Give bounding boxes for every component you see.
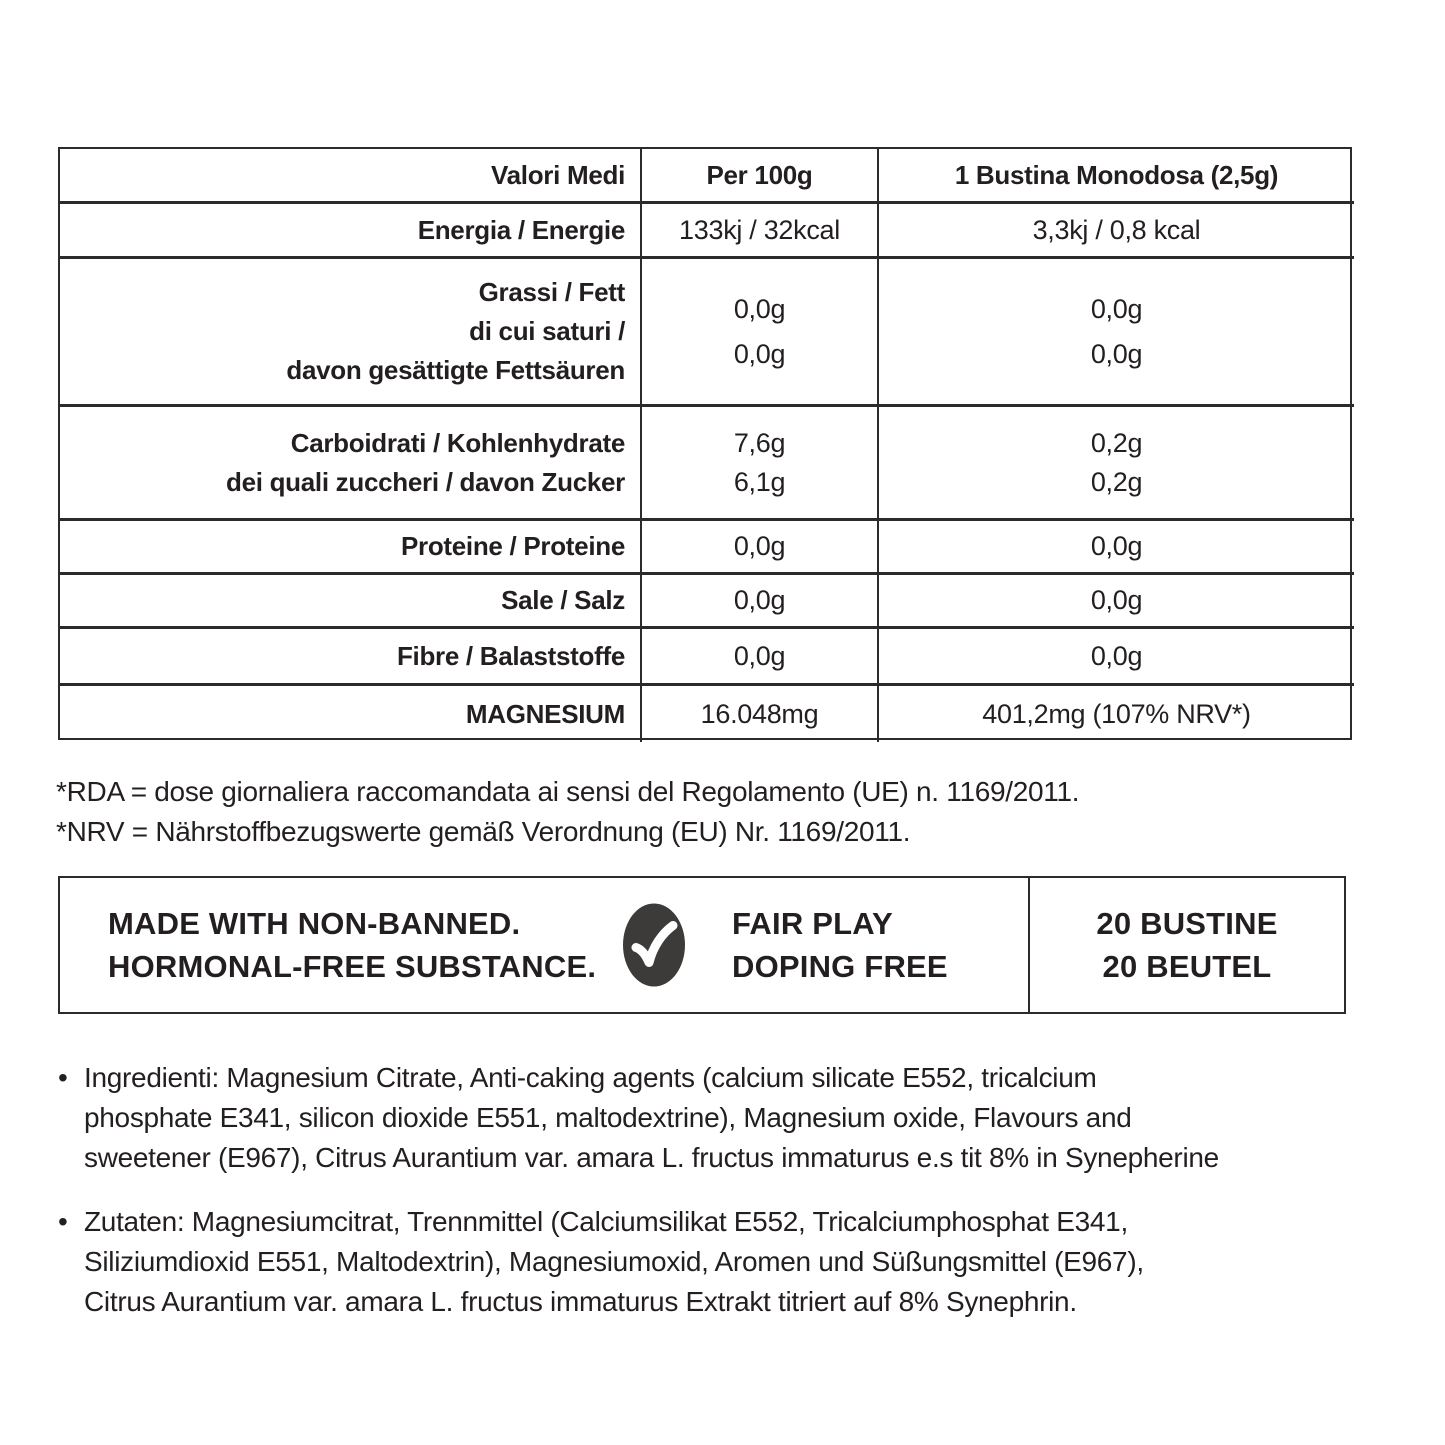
row-magnesium-serving: 401,2mg (107% NRV*) xyxy=(982,698,1251,729)
ingredients-section xyxy=(58,1058,1219,1322)
row-energia-label: Energia / Energie xyxy=(60,204,642,259)
bullet-icon: • xyxy=(58,1062,68,1093)
column-header: Valori Medi xyxy=(491,159,625,190)
row-fibre-label: Fibre / Balaststoffe xyxy=(60,629,642,686)
row-grassi-serving: 0,0g 0,0g xyxy=(879,259,1354,407)
certification-left-section xyxy=(60,878,1030,1012)
footnote-nrv: *NRV = Nährstoffbezugswerte gemäß Verordnung (EU) Nr. 1169/2011. xyxy=(56,816,911,847)
column-header: Per 100g xyxy=(706,159,813,190)
row-carboidrati-label: Carboidrati / Kohlenhydrate dei quali zuccheri / davon Zucker xyxy=(60,407,642,521)
row-carboidrati-serving: 0,2g 0,2g xyxy=(879,407,1354,521)
row-carboidrati-per100: 7,6g 6,1g xyxy=(642,407,879,521)
nutrition-table xyxy=(58,147,1352,740)
ingredients-german-text: Zutaten: Magnesiumcitrat, Trennmittel (Calciumsilikat E552, Tricalciumphosphat E341, Siliziumdioxid E551, Maltodextrin), Magnesiumoxid, Aromen und Süßungsmittel (E967), Citrus Aurantium var. amara L. fructus immaturus Extrakt titriert auf 8% Synephrin. xyxy=(84,1206,1144,1317)
certification-box xyxy=(58,876,1346,1014)
row-magnesium-label: MAGNESIUM xyxy=(60,686,642,742)
row-grassi-per100: 0,0g 0,0g xyxy=(642,259,879,407)
row-fibre-serving: 0,0g xyxy=(879,629,1354,686)
row-proteine-label: Proteine / Proteine xyxy=(60,521,642,575)
header-cell-per-100g xyxy=(642,149,879,204)
header-cell-valori-medi xyxy=(60,149,642,204)
row-proteine-per100: 0,0g xyxy=(642,521,879,575)
row-magnesium-per100: 16.048mg xyxy=(642,686,879,742)
column-header: 1 Bustina Monodosa (2,5g) xyxy=(954,159,1279,190)
row-sale-label: Sale / Salz xyxy=(60,575,642,629)
row-sale-serving: 0,0g xyxy=(879,575,1354,629)
ingredients-italian xyxy=(58,1058,1219,1178)
bullet-icon: • xyxy=(58,1206,68,1237)
footnote-rda: *RDA = dose giornaliera raccomandata ai sensi del Regolamento (UE) n. 1169/2011. xyxy=(56,776,1080,807)
ingredients-italian-text: Ingredienti: Magnesium Citrate, Anti-caking agents (calcium silicate E552, tricalcium phosphate E341, silicon dioxide E551, maltodextrine), Magnesium oxide, Flavours and sweetener (E967), Citrus Aurantium var. amara L. fructus immaturus e.s tit 8% in Synepherine xyxy=(84,1062,1219,1173)
row-fibre-per100: 0,0g xyxy=(642,629,879,686)
row-sale-per100: 0,0g xyxy=(642,575,879,629)
fair-play-claim: FAIR PLAY DOPING FREE xyxy=(732,906,948,984)
row-energia-per100: 133kj / 32kcal xyxy=(642,204,879,259)
ingredients-german xyxy=(58,1202,1219,1322)
non-banned-claim: MADE WITH NON-BANNED. HORMONAL-FREE SUBSTANCE. xyxy=(108,906,597,984)
regulation-footnotes xyxy=(56,772,1079,852)
sachet-count: 20 BUSTINE 20 BEUTEL xyxy=(1096,906,1278,984)
header-cell-bustina xyxy=(879,149,1354,204)
check-icon xyxy=(623,904,685,987)
row-grassi-label: Grassi / Fett di cui saturi / davon gesättigte Fettsäuren xyxy=(60,259,642,407)
row-proteine-serving: 0,0g xyxy=(879,521,1354,575)
row-energia-serving: 3,3kj / 0,8 kcal xyxy=(879,204,1354,259)
